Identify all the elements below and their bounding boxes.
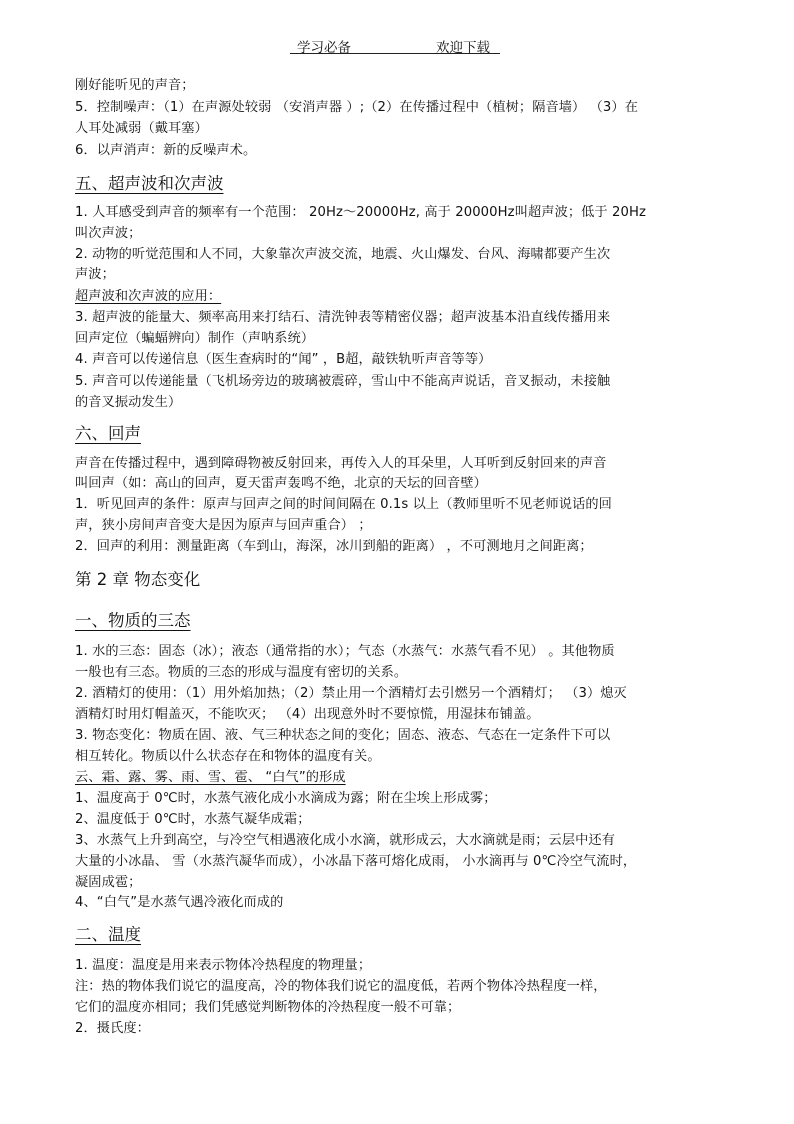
text-line: 2．回声的利用：测量距离（车到山，海深，冰川到船的距离） ，不可测地月之间距离； bbox=[75, 539, 593, 554]
text-line: 回声定位（蝙蝠辨向）制作（声呐系统） bbox=[75, 331, 315, 346]
text-line: 4、“白气”是水蒸气遇冷液化而成的 bbox=[75, 895, 284, 910]
header-rule bbox=[290, 53, 500, 54]
text-line: 2．摄氏度： bbox=[75, 1021, 150, 1036]
text-line: 1．听见回声的条件：原声与回声之间的时间间隔在 0.1s 以上（教师里听不见老师说话的回 bbox=[75, 497, 612, 512]
section-heading-three-states: 一、物质的三态 bbox=[75, 611, 191, 630]
text-line: 声，狭小房间声音变大是因为原声与回声重合） ； bbox=[75, 518, 372, 533]
text-line: 凝固成雹； bbox=[75, 875, 142, 890]
text-line: 3、水蒸气上升到高空，与冷空气相遇液化成小水滴，就形成云，大水滴就是雨；云层中还有 bbox=[75, 833, 615, 848]
text-line: 叫回声（如：高山的回声，夏天雷声轰鸣不绝，北京的天坛的回音壁） bbox=[75, 476, 487, 491]
text-line: 2. 酒精灯的使用：（1）用外焰加热；（2）禁止用一个酒精灯去引燃另一个酒精灯； （3）熄灭 bbox=[75, 686, 627, 701]
text-line: 6．以声消声：新的反噪声术。 bbox=[75, 143, 257, 158]
text-line: 5. 声音可以传递能量（飞机场旁边的玻璃被震碎，雪山中不能高声说话，音叉振动，未接触 bbox=[75, 374, 611, 389]
section-heading-ultrasound: 五、超声波和次声波 bbox=[75, 174, 224, 193]
subheading-weather-formation: 云、霜、露、雾、雨、雪、雹、 “白气”的形成 bbox=[75, 770, 346, 785]
text-line: 大量的小冰晶、 雪（水蒸汽凝华而成），小冰晶下落可熔化成雨， 小水滴再与 0℃冷空气流时， bbox=[75, 854, 637, 869]
section-heading-temperature: 二、温度 bbox=[75, 925, 141, 944]
text-line: 它们的温度亦相同；我们凭感觉判断物体的冷热程度一般不可靠； bbox=[75, 1000, 461, 1015]
text-line: 刚好能听见的声音； bbox=[75, 78, 195, 93]
text-line: 1. 人耳感受到声音的频率有一个范围： 20Hz～20000Hz, 高于 20000Hz叫超声波；低于 20Hz bbox=[75, 205, 647, 220]
text-line: 3. 超声波的能量大、频率高用来打结石、清洗钟表等精密仪器；超声波基本沿直线传播用来 bbox=[75, 310, 611, 325]
text-line: 3. 物态变化：物质在固、液、气三种状态之间的变化；固态、液态、气态在一定条件下可以 bbox=[75, 728, 611, 743]
header-right-text: 欢迎下载 bbox=[436, 40, 490, 56]
text-line: 1. 温度：温度是用来表示物体冷热程度的物理量； bbox=[75, 958, 372, 973]
text-line: 2、温度低于 0℃时，水蒸气凝华成霜； bbox=[75, 812, 311, 827]
text-line: 1. 水的三态：固态（冰）；液态（通常指的水）；气态（水蒸气：水蒸气看不见） 。其他物质 bbox=[75, 644, 615, 659]
chapter-heading: 第 2 章 物态变化 bbox=[75, 570, 201, 589]
text-line: 一般也有三态。物质的三态的形成与温度有密切的关系。 bbox=[75, 665, 408, 680]
text-line: 酒精灯时用灯帽盖灭，不能吹灭； （4）出现意外时不要惊慌，用湿抹布铺盖。 bbox=[75, 707, 540, 722]
text-line: 1、温度高于 0℃时，水蒸气液化成小水滴成为露；附在尘埃上形成雾； bbox=[75, 791, 497, 806]
text-line: 5．控制噪声：（1）在声源处较弱 （安消声器 ）;（2）在传播过程中（植树；隔音墙） （3）在 bbox=[75, 100, 638, 115]
text-line: 4. 声音可以传递信息（医生查病时的“闻” ，B超，敲铁轨听声音等等） bbox=[75, 352, 492, 367]
page-header bbox=[0, 36, 794, 58]
text-line: 相互转化。物质以什么状态存在和物体的温度有关。 bbox=[75, 749, 381, 764]
subheading-applications: 超声波和次声波的应用： bbox=[75, 289, 222, 304]
text-line: 声波； bbox=[75, 267, 115, 282]
text-line: 2. 动物的听觉范围和人不同，大象靠次声波交流，地震、火山爆发、台风、海啸都要产生次 bbox=[75, 247, 611, 262]
text-line: 叫次声波； bbox=[75, 226, 142, 241]
text-line: 人耳处减弱（戴耳塞） bbox=[75, 121, 208, 136]
section-heading-echo: 六、回声 bbox=[75, 424, 141, 443]
text-line: 的音叉振动发生） bbox=[75, 395, 182, 410]
text-line: 注：热的物体我们说它的温度高，冷的物体我们说它的温度低，若两个物体冷热程度一样， bbox=[75, 979, 607, 994]
header-left-text: 学习必备 bbox=[297, 40, 351, 56]
text-line: 声音在传播过程中，遇到障碍物被反射回来，再传入人的耳朵里，人耳听到反射回来的声音 bbox=[75, 456, 607, 471]
